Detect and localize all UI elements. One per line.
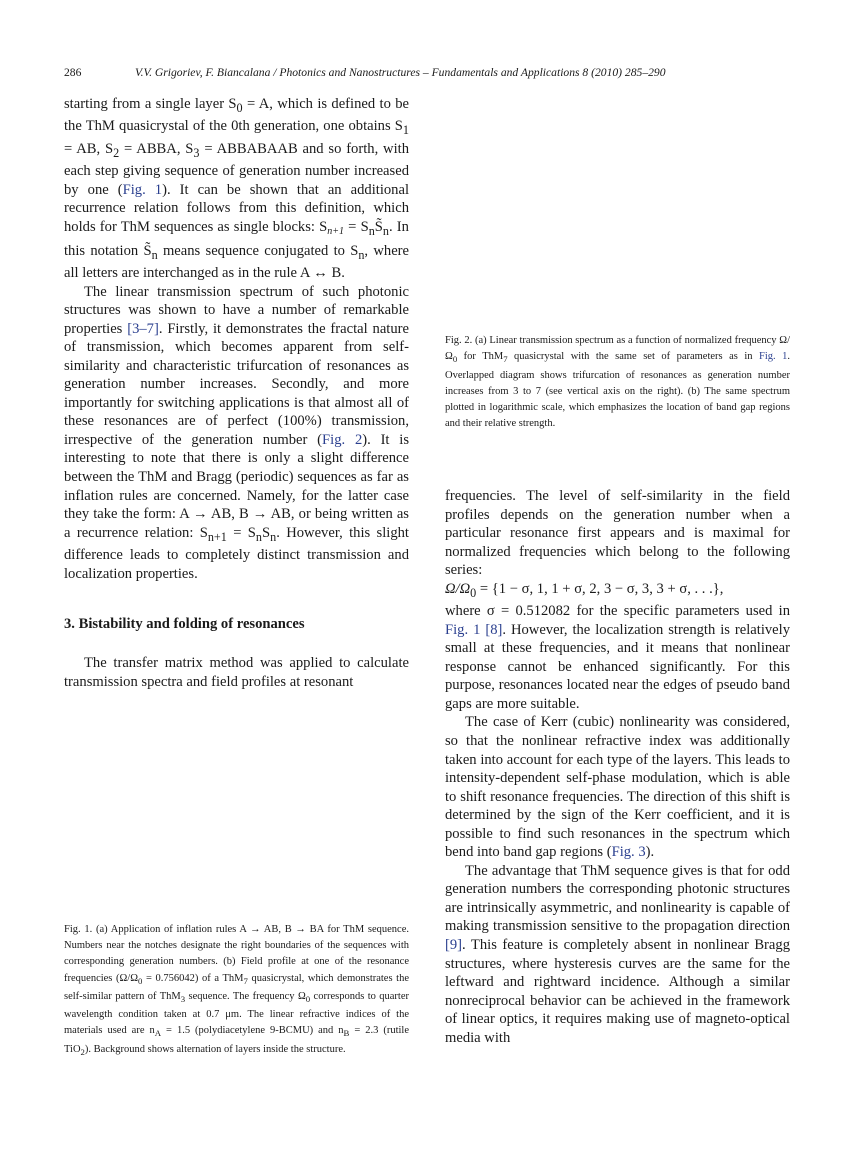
- ref-8-link[interactable]: [8]: [485, 621, 503, 638]
- figure-2-caption: Fig. 2. (a) Linear transmission spectrum as a function of normalized frequency $\Omega/\Omega_0$ for ThM$_7$ quasicrystal with the same set of parameters as in Fig. 1. Overlapped diagram shows trifurcation of resonances as generation number increases from 3 to 7 (see vertical axis on the right). (b) The same spectrum plotted in logarithmic scale, which emphasizes the location of band gap regions and their relative strength.: [445, 335, 790, 430]
- left-column: [64, 95, 409, 583]
- figure-1-placeholder: [64, 700, 409, 915]
- ref-9-link[interactable]: [9]: [445, 937, 463, 954]
- fig1-link[interactable]: Fig. 1: [122, 181, 163, 198]
- paragraph-1: starting from a single layer $S_0 = A$, which is defined to be the ThM quasicrystal of the 0th generation, one obtains $S_1$ = AB, $S_2$ = ABBA, $S_3$ = ABBABAAB and so forth, with each step giving sequence of generation number increased by one (Fig. 1). It can be shown that an additional recurrence relation follows from this definition, which holds for ThM sequences as single blocks: $S_{n+1}$ = $S_nS̃_n$. In this notation $S̃_n$ means sequence conjugated to $S_n$, where all letters are interchanged as in the rule A ↔ B.: [64, 96, 410, 281]
- series-equation: $\Omega/\Omega_0 = \{1 - \sigma$, 1, 1 + σ, 2, 3 − σ, 3, 3 + σ, . . .},: [445, 580, 724, 600]
- section-heading: 3. Bistability and folding of resonances: [64, 616, 305, 632]
- fig2-caption-fig1-link[interactable]: Fig. 1: [759, 351, 788, 363]
- paragraph-3: The transfer matrix method was applied to calculate transmission spectra and field profiles at resonant: [64, 655, 409, 690]
- page-number: 286: [64, 66, 82, 79]
- right-paragraph-3: The advantage that ThM sequence gives is that for odd generation numbers the corresponding photonic structures are intrinsically asymmetric, and nonlinearity is capable of making transmission sensitive to the propagation direction [9]. This feature is completely absent in nonlinear Bragg structures, where hysteresis curves are the same for the leftward and rightward incidence. Although a similar nonreciprocal behavior can be achieved in the framework of linear optics, it requires making use of magneto-optical media with: [445, 862, 790, 1046]
- ref-3-7-link[interactable]: [3–7]: [127, 320, 159, 337]
- fig2-link[interactable]: Fig. 2: [322, 431, 363, 448]
- right-paragraph-1: frequencies. The level of self-similarity in the field profiles depends on the generation number when a particular resonance first appears and is maximal for normalized frequencies which belong to the following series: $\Omega/\Omega_0 = \{1 - \sigma$, 1, 1 + σ, 2, 3 − σ, 3, 3 + σ, . . .}, where σ = 0.512082 for the specific parameters used in Fig. 1 [8]. However, the localization strength is relatively small at these frequencies, and it means that nonlinear response cannot be enhanced significantly. For this purpose, resonances located near the edges of pseudo band gaps are more suitable.: [445, 488, 790, 712]
- figure-1-caption: Fig. 1. (a) Application of inflation rules A → AB, B → BA for ThM sequence. Numbers near the notches designate the right boundaries of the sequences with corresponding generation numbers. (b) Field profile at one of the resonance frequencies $(\Omega/\Omega_0 = 0.756042)$ of a ThM$_7$ quasicrystal, which demonstrates the self-similar pattern of ThM$_3$ sequence. The frequency $\Omega_0$ corresponds to quarter wavelength condition taken at 0.7 μm. The linear refractive indices of the materials used are $n_A = 1.5$ (polydiacetylene 9-BCMU) and $n_B = 2.3$ (rutile TiO$_2$). Background shows alternation of layers inside the structure.: [64, 924, 410, 1057]
- right-paragraph-2: The case of Kerr (cubic) nonlinearity was considered, so that the nonlinear refractive index was additionally taken into account for each type of the layers. This leads to intensity-dependent self-phase modulation, which is able to shift resonance frequencies. The direction of this shift is determined by the sign of the Kerr coefficient, and it is possible to find such resonances in the spectrum which bend into band gap regions (Fig. 3).: [445, 714, 790, 861]
- paragraph-2: The linear transmission spectrum of such photonic structures was shown to have a number of remarkable properties [3–7]. Firstly, it demonstrates the fractal nature of transmission, which becomes apparent from self-similarity and characteristic trifurcation of resonances as generation number increases. Secondly, and more importantly for switching applications is that almost all of these resonances are of perfect (100%) transmission, irrespective of the generation number (Fig. 2). It is interesting to note that there is only a slight difference between the ThM and Bragg (periodic) sequences as far as inflation rules are concerned. Namely, for the latter case they take the form: A → AB, B → AB, or being written as a recurrence relation: $S_{n+1} = S_nS_n$. However, this slight difference leads to completely distinct transmission and localization properties.: [64, 283, 410, 582]
- page-header: [64, 66, 784, 86]
- left-column-lower: [64, 654, 409, 691]
- running-title: V.V. Grigoriev, F. Biancalana / Photonics and Nanostructures – Fundamentals and Applications 8 (2010) 285–290: [135, 66, 666, 79]
- fig3-link[interactable]: Fig. 3: [611, 844, 646, 861]
- right-column: [445, 487, 790, 1047]
- figure-2-placeholder: [445, 92, 790, 327]
- right-fig1-link[interactable]: Fig. 1: [445, 621, 481, 638]
